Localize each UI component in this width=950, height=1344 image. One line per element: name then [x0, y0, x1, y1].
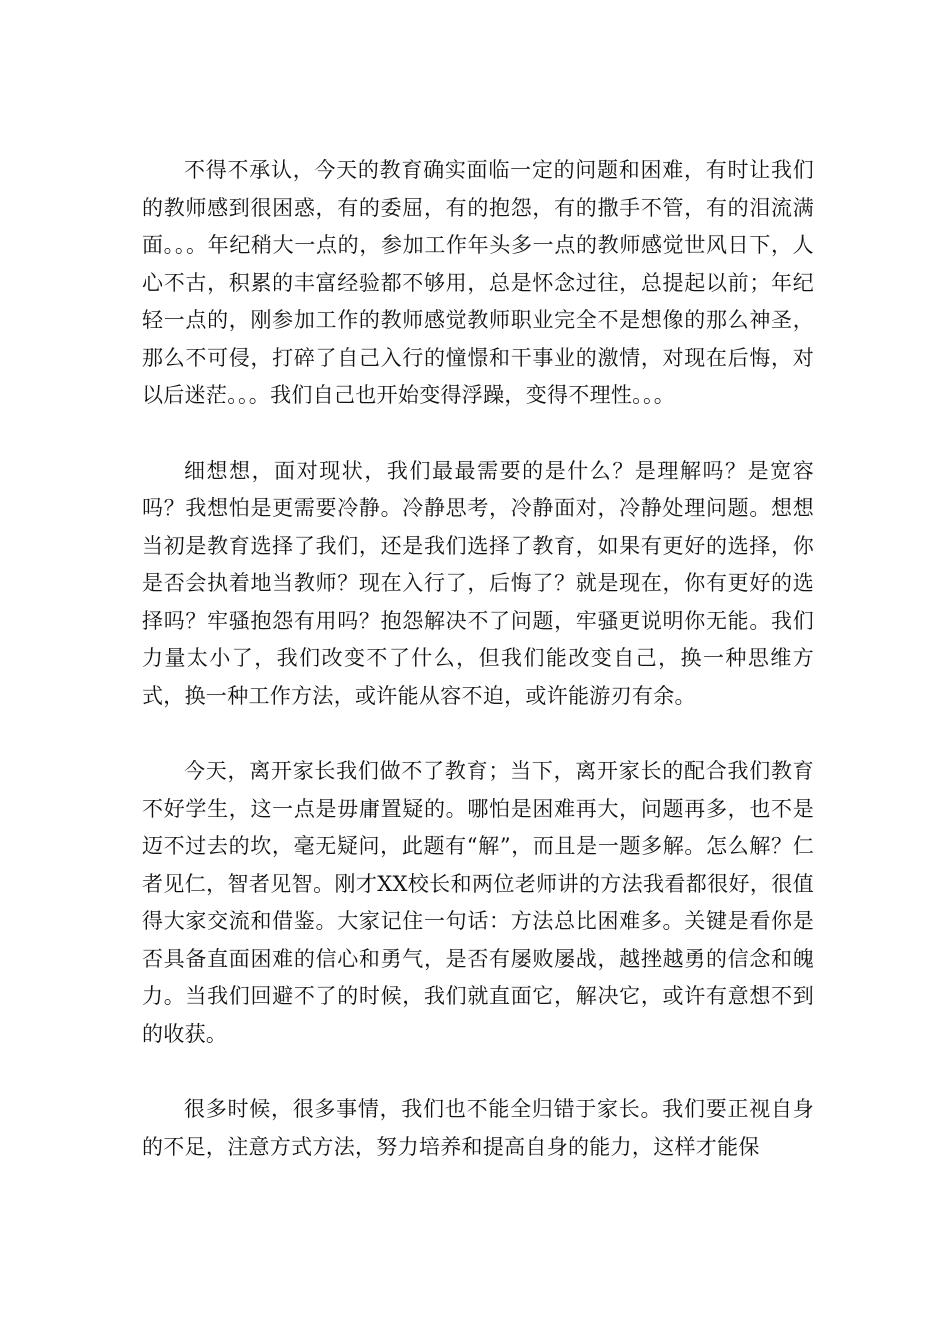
- paragraph-2: 细想想，面对现状，我们最最需要的是什么？是理解吗？是宽容吗？我想怕是更需要冷静。冷静思考，冷静面对，冷静处理问题。想想当初是教育选择了我们，还是我们选择了教育，如果有更好的选择，你是否会执着地当教师？现在入行了，后悔了？就是现在，你有更好的选择吗？牢骚抱怨有用吗？抱怨解决不了问题，牢骚更说明你无能。我们力量太小了，我们改变不了什么，但我们能改变自己，换一种思维方式，换一种工作方法，或许能从容不迫，或许能游刃有余。: [142, 458, 814, 708]
- paragraph-3: 今天，离开家长我们做不了教育；当下，离开家长的配合我们教育不好学生，这一点是毋庸置疑的。哪怕是困难再大，问题再多，也不是迈不过去的坎，毫无疑问，此题有“解”，而且是一题多解。怎么解？仁者见仁，智者见智。刚才XX校长和两位老师讲的方法我看都很好，很值得大家交流和借鉴。大家记住一句话：方法总比困难多。关键是看你是否具备直面困难的信心和勇气，是否有屡败屡战，越挫越勇的信念和魄力。当我们回避不了的时候，我们就直面它，解决它，或许有意想不到的收获。: [142, 759, 814, 1046]
- document-body: [142, 152, 814, 1166]
- paragraph-1: 不得不承认，今天的教育确实面临一定的问题和困难，有时让我们的教师感到很困惑，有的委屈，有的抱怨，有的撒手不管，有的泪流满面。。。年纪稍大一点的，参加工作年头多一点的教师感觉世风日下，人心不古，积累的丰富经验都不够用，总是怀念过往，总提起以前；年纪轻一点的，刚参加工作的教师感觉教师职业完全不是想像的那么神圣，那么不可侵，打碎了自己入行的憧憬和干事业的激情，对现在后悔，对以后迷茫。。。我们自己也开始变得浮躁，变得不理性。。。: [142, 158, 814, 407]
- paragraph-4: 很多时候，很多事情，我们也不能全归错于家长。我们要正视自身的不足，注意方式方法，努力培养和提高自身的能力，这样才能保: [142, 1097, 814, 1159]
